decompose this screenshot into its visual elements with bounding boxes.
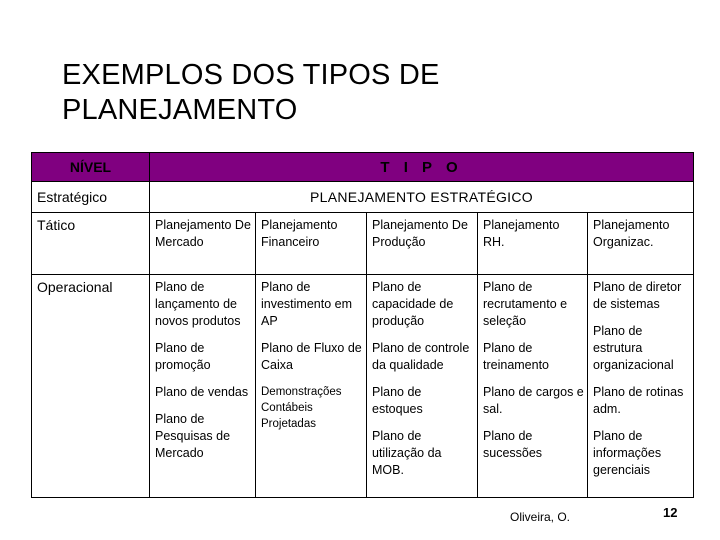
row-tatico [32,213,694,275]
plan-item: Plano de Pesquisas de Mercado [155,412,231,460]
tatico-financeiro: Planejamento Financeiro [256,213,367,275]
level-tatico: Tático [32,213,150,275]
operacional-rh-cell [478,275,588,498]
plan-item: Plano de investimento em AP [261,280,353,328]
title-line-1: EXEMPLOS DOS TIPOS DE [62,59,440,91]
row-operacional [32,275,694,498]
plan-item: Plano de recrutamento e seleção [483,280,568,328]
title-line-2: PLANEJAMENTO [62,94,298,126]
planejamento-estrategico: PLANEJAMENTO ESTRATÉGICO [150,182,694,213]
header-nivel: NÍVEL [32,153,150,182]
tatico-organizacional: Planejamento Organizac. [588,213,694,275]
operacional-mercado-cell [150,275,256,498]
plan-item: Plano de estoques [372,385,423,416]
header-row [32,153,694,182]
plan-item: Plano de Fluxo de Caixa [261,341,362,372]
operacional-producao-cell [367,275,478,498]
plan-item: Plano de informações gerenciais [593,429,662,477]
plan-item: Plano de lançamento de novos produtos [155,280,241,328]
plan-item: Plano de vendas [155,385,249,399]
level-operacional: Operacional [32,275,150,498]
page-number: 12 [663,505,678,520]
tatico-producao: Planejamento De Produção [367,213,478,275]
plan-item: Plano de rotinas adm. [593,385,684,416]
tatico-mercado: Planejamento De Mercado [150,213,256,275]
plan-item: Plano de treinamento [483,341,550,372]
tatico-rh: Planejamento RH. [478,213,588,275]
operacional-financeiro-cell [256,275,367,498]
header-tipo: T I P O [150,153,694,182]
plan-item: Plano de cargos e sal. [483,385,584,416]
plan-item: Demonstrações Contábeis Projetadas [261,386,342,430]
plan-item: Plano de sucessões [483,429,543,460]
slide-title [62,58,440,128]
plan-item: Plano de diretor de sistemas [593,280,682,311]
author-credit: Oliveira, O. [510,510,571,524]
plan-item: Plano de capacidade de produção [372,280,454,328]
operacional-organizacional-cell [588,275,694,498]
plan-item: Plano de controle da qualidade [372,341,470,372]
planning-types-table [31,152,694,498]
plan-item: Plano de estrutura organizacional [593,324,674,372]
row-estrategico [32,182,694,213]
level-estrategico: Estratégico [32,182,150,213]
plan-item: Plano de promoção [155,341,211,372]
plan-item: Plano de utilização da MOB. [372,429,442,477]
